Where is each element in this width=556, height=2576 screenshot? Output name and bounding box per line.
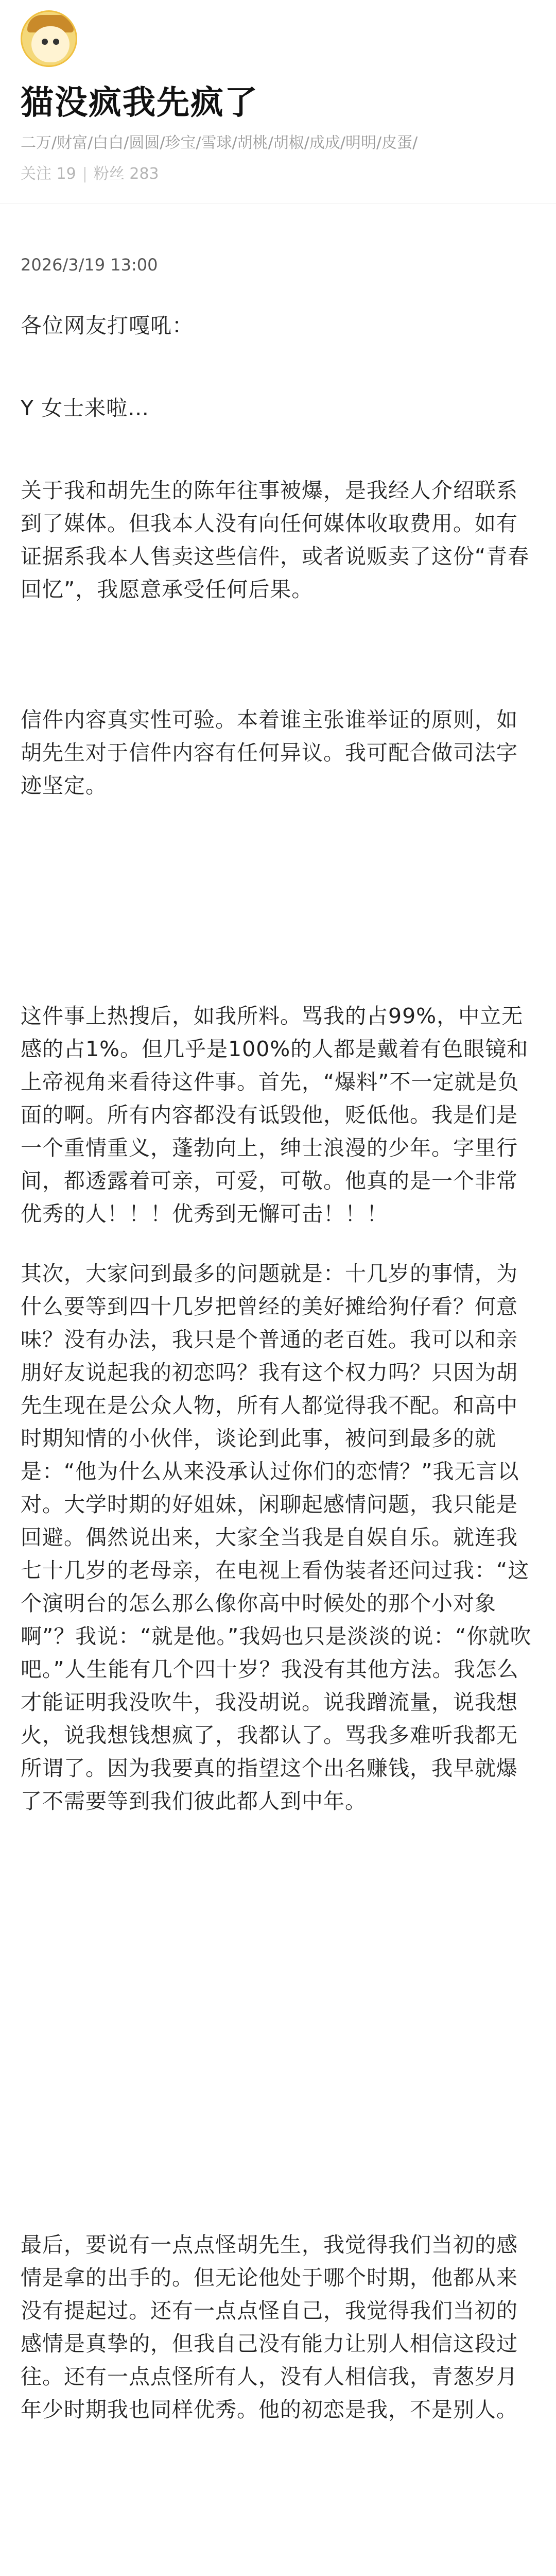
avatar-eye-right xyxy=(53,39,59,45)
post-paragraph-hotsearch: 这件事上热搜后，如我所料。骂我的占99%，中立无感的占1%。但几乎是100%的人都是戴着有色眼镜和上帝视角来看待这件事。首先，“爆料”不一定就是负面的啊。所有内容都没有诋毁他，贬低他。我是们是一个重情重义，蓬勃向上，绅士浪漫的少年。字里行间，都透露着可亲，可爱，可敬。他真的是一个非常优秀的人！！！优秀到无懈可击！！！ xyxy=(21,1004,529,1226)
stats-separator: | xyxy=(82,165,88,183)
post-paragraph-questions: 其次，大家问到最多的问题就是：十几岁的事情，为什么要等到四十几岁把曾经的美好摊给狗仔看？何意味？没有办法，我只是个普通的老百姓。我可以和亲朋好友说起我的初恋吗？我有这个权力吗？只因为胡先生现在是公众人物，所有人都觉得我不配。和高中时期知情的小伙伴，谈论到此事，被问到最多的就是：“他为什么从来没承认过你们的恋情？”我无言以对。大学时期的好姐妹，闲聊起感情问题，我只能是回避。偶然说出来，大家全当我是自娱自乐。就连我七十几岁的老母亲，在电视上看伪装者还问过我：“这个演明台的怎么那么像你高中时候处的那个小对象啊”？我说：“就是他。”我妈也只是淡淡的说：“你就吹吧。”人生能有几个四十岁？我没有其他方法。我怎么才能证明我没吹牛，我没胡说。说我蹭流量，说我想火，说我想钱想疯了，我都认了。骂我多难听我都无所谓了。因为我要真的指望这个出名赚钱，我早就爆了不需要等到我们彼此都人到中年。 xyxy=(21,1261,532,1814)
post-paragraph-greeting: 各位网友打嘎吼： xyxy=(21,313,194,338)
post-paragraph-closing: 最后，要说有一点点怪胡先生，我觉得我们当初的感情是拿的出手的。但无论他处于哪个时期，他都从来没有提起过。还有一点点怪自己，我觉得我们当初的感情是真挚的，但我自己没有能力让别人相信这段过往。还有一点点怪所有人，没有人相信我，青葱岁月年少时期我也同样优秀。他的初恋是我，不是别人。 xyxy=(21,2232,518,2422)
post-paragraph-letters: 信件内容真实性可验。本着谁主张谁举证的原则，如胡先生对于信件内容有任何异议。我可配合做司法字迹坚定。 xyxy=(21,707,518,798)
fans-count[interactable]: 粉丝 283 xyxy=(93,165,159,183)
post-paragraph-media: 关于我和胡先生的陈年往事被爆，是我经人介绍联系到了媒体。但我本人没有向任何媒体收取费用。如有证据系我本人售卖这些信件，或者说贩卖了这份“青春回忆”，我愿意承受任何后果。 xyxy=(21,478,530,602)
follow-count[interactable]: 关注 19 xyxy=(21,165,76,183)
profile-header xyxy=(0,0,556,201)
profile-tags: 二万/财富/白白/圆圆/珍宝/雪球/胡桃/胡椒/成成/明明/皮蛋/ xyxy=(21,134,418,152)
avatar-face-shape xyxy=(31,26,70,62)
avatar-eye-left xyxy=(42,39,48,45)
post-date: 2026/3/19 13:00 xyxy=(21,255,158,275)
profile-title[interactable]: 猫没疯我先疯了 xyxy=(21,84,258,122)
avatar[interactable] xyxy=(21,10,77,67)
post-paragraph-intro: Y 女士来啦… xyxy=(21,396,150,420)
profile-stats xyxy=(21,161,159,183)
